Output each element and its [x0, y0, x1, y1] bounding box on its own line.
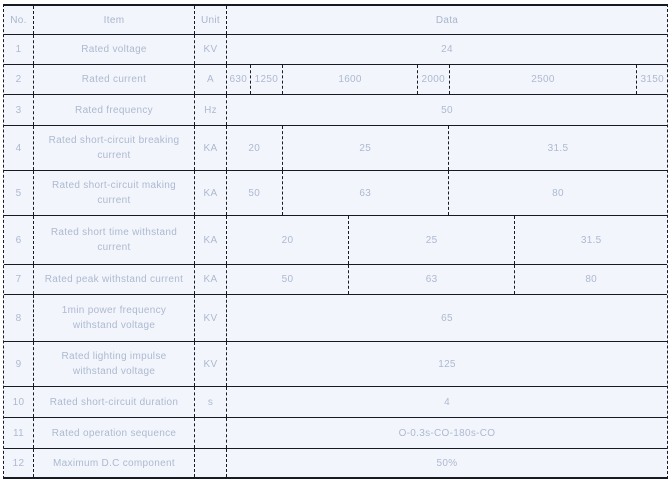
item-cell: Rated short-circuit making current — [34, 171, 195, 215]
table-row — [4, 126, 667, 171]
data-cell: 25 — [349, 216, 515, 264]
data-cell: 2000 — [418, 65, 450, 94]
unit-cell — [195, 418, 227, 448]
no-cell: 1 — [4, 35, 34, 64]
no-cell: 12 — [4, 449, 34, 477]
data-cells-wrap — [227, 126, 667, 170]
data-cells-wrap — [227, 387, 667, 417]
item-cell: Rated lighting impulse withstand voltage — [34, 342, 195, 386]
unit-cell: KA — [195, 126, 227, 170]
item-cell: Rated frequency — [34, 95, 195, 125]
no-cell: 8 — [4, 295, 34, 341]
data-cell: 50 — [227, 265, 349, 294]
data-cell: 50% — [436, 457, 458, 469]
data-cell: 2500 — [450, 65, 638, 94]
data-cell: 80 — [552, 187, 564, 199]
no-cell: 11 — [4, 418, 34, 448]
table-row — [4, 342, 667, 387]
unit-cell: A — [195, 65, 227, 94]
data-cell: 31.5 — [547, 142, 569, 154]
data-cells-wrap — [227, 95, 667, 125]
unit-cell: KV — [195, 342, 227, 386]
data-cell: 20 — [227, 216, 349, 264]
unit-cell: KA — [195, 171, 227, 215]
unit-cell: KV — [195, 35, 227, 64]
item-cell: Maximum D.C component — [34, 449, 195, 477]
header-unit: Unit — [195, 6, 227, 34]
no-cell: 9 — [4, 342, 34, 386]
data-cell: 4 — [444, 396, 450, 408]
header-no: No. — [4, 6, 34, 34]
unit-cell: KV — [195, 295, 227, 341]
table-row — [4, 95, 667, 126]
data-cell: 25 — [283, 126, 449, 170]
data-cell: 24 — [441, 44, 453, 55]
data-cell: 80 — [585, 274, 598, 285]
item-cell: Rated peak withstand current — [34, 265, 195, 294]
data-cell: 630 — [227, 65, 251, 94]
data-cell: 1600 — [283, 65, 418, 94]
table-row — [4, 449, 667, 477]
header-item: Item — [34, 6, 195, 34]
no-cell: 6 — [4, 216, 34, 264]
data-cell: 1250 — [251, 65, 284, 94]
table-row — [4, 171, 667, 216]
no-cell: 4 — [4, 126, 34, 170]
unit-cell: KA — [195, 265, 227, 294]
item-cell: Rated short time withstand current — [34, 216, 195, 264]
data-cells-wrap — [227, 65, 667, 94]
item-cell: Rated short-circuit duration — [34, 387, 195, 417]
data-cells-wrap — [227, 35, 667, 64]
item-cell: Rated short-circuit breaking current — [34, 126, 195, 170]
data-cell: 50 — [441, 104, 453, 116]
data-cell: 65 — [441, 312, 453, 324]
table-row — [4, 387, 667, 418]
data-cell: 63 — [349, 265, 515, 294]
data-cells-wrap — [227, 295, 667, 341]
table-row — [4, 418, 667, 449]
table-row — [4, 35, 667, 65]
no-cell: 10 — [4, 387, 34, 417]
data-cells-wrap — [227, 342, 667, 386]
table-row — [4, 65, 667, 95]
data-cells-wrap — [227, 216, 667, 264]
data-cell: 50 — [227, 171, 283, 215]
data-cells-wrap — [227, 449, 667, 477]
no-cell: 5 — [4, 171, 34, 215]
data-cell: 20 — [227, 126, 283, 170]
data-cells-wrap — [227, 418, 667, 448]
data-cells-wrap — [227, 171, 667, 215]
item-cell: Rated operation sequence — [34, 418, 195, 448]
item-cell: Rated voltage — [34, 35, 195, 64]
no-cell: 3 — [4, 95, 34, 125]
table-row — [4, 265, 667, 295]
unit-cell — [195, 449, 227, 477]
data-cell: 63 — [283, 171, 449, 215]
data-cell: O-0.3s-CO-180s-CO — [398, 427, 496, 439]
header-data-wrap — [227, 6, 667, 34]
item-cell: Rated current — [34, 65, 195, 94]
data-cell: 125 — [438, 358, 456, 370]
spec-table — [3, 4, 668, 479]
no-cell: 2 — [4, 65, 34, 94]
data-cell: 31.5 — [580, 234, 602, 246]
unit-cell: s — [195, 387, 227, 417]
unit-cell: Hz — [195, 95, 227, 125]
data-cell: 3150 — [640, 74, 664, 85]
no-cell: 7 — [4, 265, 34, 294]
unit-cell: KA — [195, 216, 227, 264]
item-cell: 1min power frequency withstand voltage — [34, 295, 195, 341]
table-header-row — [4, 6, 667, 35]
header-data: Data — [435, 14, 459, 26]
data-cells-wrap — [227, 265, 667, 294]
table-row — [4, 295, 667, 342]
table-row — [4, 216, 667, 265]
